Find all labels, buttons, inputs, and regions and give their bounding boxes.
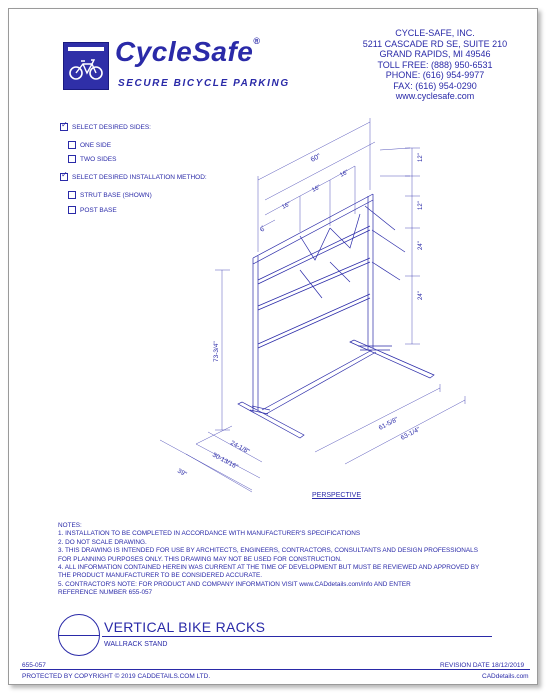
post-base-label: POST BASE — [80, 206, 117, 214]
dim-16-c: 16" — [339, 169, 350, 179]
dim-24-a: 24" — [418, 241, 424, 250]
strut-base-label: STRUT BASE (SHOWN) — [80, 191, 152, 199]
company-phone: PHONE: (616) 954-9977 — [385, 70, 485, 80]
copyright-text: PROTECTED BY COPYRIGHT © 2019 CADDETAILS.COM LTD. — [22, 673, 211, 680]
dim-63-1-4: 63-1/4" — [399, 426, 422, 442]
company-city: GRAND RAPIDS, MI 49546 — [379, 49, 491, 59]
perspective-label: PERSPECTIVE — [312, 492, 362, 499]
title-underline — [102, 636, 492, 637]
company-address: 5211 CASCADE RD SE, SUITE 210 — [362, 38, 508, 49]
note-line: 2. DO NOT SCALE DRAWING. — [58, 538, 147, 546]
notes-section — [58, 522, 479, 598]
note-line: 3. THIS DRAWING IS INTENDED FOR USE BY ARCHITECTS, ENGINEERS, CONTRACTORS, CONSULTANTS AND DESIGN PROFESSIONALS — [58, 547, 478, 555]
drawing-title: VERTICAL BIKE RACKS — [104, 619, 266, 635]
dim-61-5-8: 61-5/8" — [377, 416, 400, 432]
brand-tagline: SECURE BICYCLE PARKING — [118, 78, 290, 89]
company-name: CYCLE-SAFE, INC. — [395, 28, 475, 38]
dim-6: 6" — [259, 225, 268, 233]
note-line: 5. CONTRACTOR'S NOTE: FOR PRODUCT AND COMPANY INFORMATION VISIT www.CADdetails.com/info AND ENTER — [58, 580, 411, 588]
note-line: THE PRODUCT MANUFACTURER TO BE CONSIDERED ACCURATE. — [58, 572, 263, 580]
brand-name: CycleSafe® — [115, 36, 261, 67]
dim-73-3-4: 73-3/4" — [213, 341, 220, 362]
dim-12-b: 12" — [418, 201, 424, 210]
company-website[interactable]: www.cyclesafe.com — [395, 91, 475, 101]
company-fax: FAX: (616) 954-0290 — [393, 80, 477, 91]
note-line: REFERENCE NUMBER 655-057 — [58, 589, 153, 597]
dim-30-13-16: 30-13/16" — [211, 451, 240, 471]
dim-16-a: 16" — [281, 201, 292, 211]
dim-16-b: 16" — [311, 184, 322, 194]
detail-circle-icon — [58, 614, 100, 656]
company-tollfree: TOLL FREE: (888) 950-6531 — [377, 59, 493, 70]
drawing-subtitle: WALLRACK STAND — [104, 641, 168, 648]
one-side-label: ONE SIDE — [80, 141, 112, 149]
install-label: SELECT DESIRED INSTALLATION METHOD: — [72, 173, 207, 181]
note-line: 4. ALL INFORMATION CONTAINED HEREIN WAS CURRENT AT THE TIME OF DEVELOPMENT BUT MUST BE REVIEWED AND APPROVED BY — [58, 564, 480, 572]
dim-24-b: 24" — [418, 291, 424, 300]
notes-heading: NOTES: — [58, 522, 82, 529]
two-sides-label: TWO SIDES — [80, 155, 117, 163]
note-line: FOR PLANNING PURPOSES ONLY. THIS DRAWING MAY NOT BE USED FOR CONSTRUCTION. — [58, 555, 342, 563]
revision-date: REVISION DATE 18/12/2019 — [440, 662, 525, 669]
note-line: 1. INSTALLATION TO BE COMPLETED IN ACCORDANCE WITH MANUFACTURER'S SPECIFICATIONS — [58, 530, 361, 538]
footer-divider — [20, 669, 530, 670]
dim-39: 39" — [176, 467, 188, 479]
sides-label: SELECT DESIRED SIDES: — [72, 123, 151, 131]
dim-24-1-8: 24-1/8" — [229, 439, 251, 456]
caddetails-link[interactable]: CADdetails.com — [482, 673, 529, 680]
dim-12-a: 12" — [418, 153, 424, 162]
reference-number: 655-057 — [22, 662, 46, 669]
dim-60: 60" — [309, 152, 323, 164]
